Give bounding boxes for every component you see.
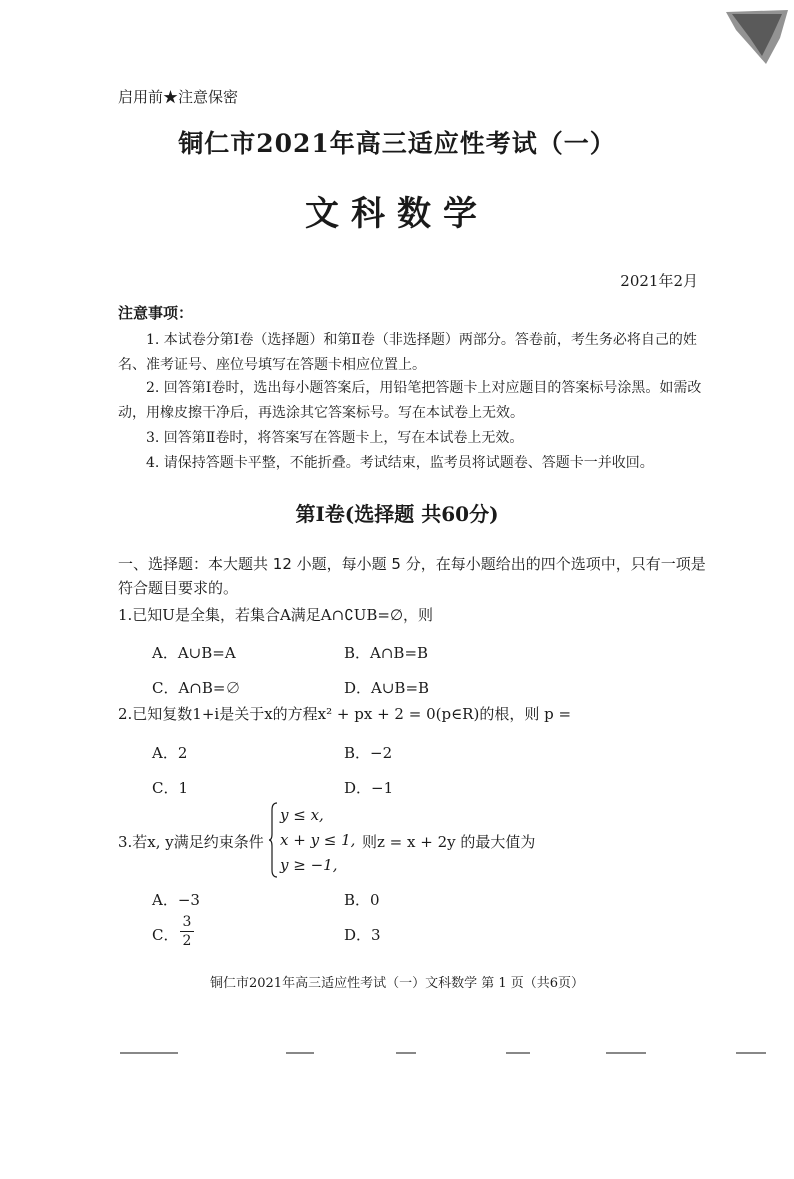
question-1-stem: 1.已知U是全集，若集合A满足A∩∁UB=∅，则 [118,606,434,624]
question-3-stem-suffix: 则z = x + 2y 的最大值为 [362,833,536,851]
constraint-1: y ≤ x, [280,806,324,824]
question-1-option-d: D．A∪B=B [344,679,430,697]
system-brace [268,802,278,878]
question-3-option-c: C． [152,926,179,944]
scan-artifact [286,1052,314,1054]
question-3-stem-prefix: 3.若x, y满足约束条件 [118,833,264,851]
notice-item: 4. 请保持答题卡平整，不能折叠。考试结束，监考员将试题卷、答题卡一并收回。 [146,455,654,471]
question-3-option-d: D．3 [344,926,381,944]
scan-artifact [606,1052,646,1054]
fraction-numerator: 3 [182,914,192,930]
question-2-option-d: D．−1 [344,779,394,797]
question-3-option-b: B．0 [344,891,380,909]
question-2-option-b: B．−2 [344,744,393,762]
notice-heading: 注意事项： [118,304,194,322]
section-intro: 一、选择题：本大题共 12 小题，每小题 5 分，在每小题给出的四个选项中，只有一项是符合题目要求的。 [118,555,706,597]
scan-artifact [396,1052,416,1054]
fraction-denominator: 2 [182,933,192,949]
subject-title: 文科数学 [305,194,489,234]
scan-artifact [506,1052,530,1054]
section-title: 第Ⅰ卷(选择题 共60分) [295,502,499,526]
notice-item: 3. 回答第Ⅱ卷时，将答案写在答题卡上，写在本试卷上无效。 [146,430,524,446]
page-footer: 铜仁市2021年高三适应性考试（一）文科数学 第 1 页（共6页） [209,976,585,991]
exam-date: 2021年2月 [620,272,698,290]
confidential-label: 启用前★注意保密 [118,88,239,106]
scan-corner-mark [722,8,792,66]
scan-artifact [736,1052,766,1054]
exam-title: 铜仁市2021年高三适应性考试（一） [178,129,616,158]
scan-artifact [120,1052,178,1054]
question-2-option-c: C．1 [152,779,189,797]
question-2-option-a: A．2 [152,744,188,762]
notice-item: 1. 本试卷分第Ⅰ卷（选择题）和第Ⅱ卷（非选择题）两部分。答卷前，考生务必将自己的姓名、准考证号、座位号填写在答题卡相应位置上。 [118,332,697,373]
constraint-3: y ≥ −1, [280,856,338,874]
constraint-2: x + y ≤ 1, [280,831,356,849]
question-1-option-a: A．A∪B=A [152,644,236,662]
question-2-stem: 2.已知复数1+i是关于x的方程x² + px + 2 = 0(p∈R)的根，则 p = [118,705,572,723]
question-1-option-b: B．A∩B=B [344,644,429,662]
question-3-option-a: A．−3 [152,891,200,909]
option-c-fraction [180,914,194,949]
question-1-option-c: C．A∩B=∅ [152,679,241,697]
notice-item: 2. 回答第Ⅰ卷时，选出每小题答案后，用铅笔把答题卡上对应题目的答案标号涂黑。如需改动，用橡皮擦干净后，再选涂其它答案标号。写在本试卷上无效。 [118,380,702,421]
